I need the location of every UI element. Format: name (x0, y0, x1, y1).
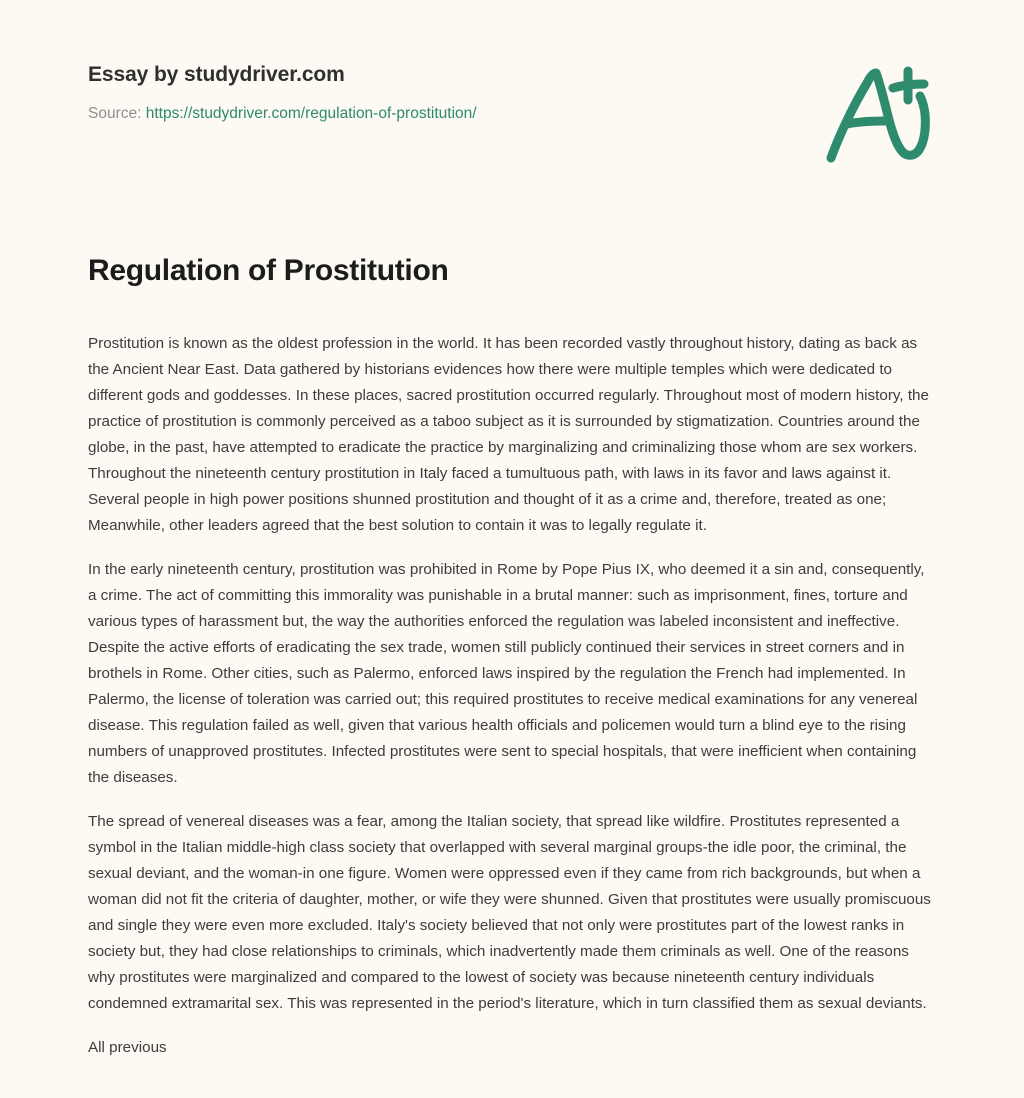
essay-paragraph: In the early nineteenth century, prostitution was prohibited in Rome by Pope Pius IX, who deemed it a sin and, consequently, a crime. The act of committing this immorality was punishable in a brutal manner: such as imprisonment, fines, torture and various types of harassment but, the way the authorities enforced the regulation was labeled inconsistent and ineffective. Despite the active efforts of eradicating the sex trade, women still publicly continued their services in street corners and in brothels in Rome. Other cities, such as Palermo, enforced laws inspired by the regulation the French had implemented. In Palermo, the license of toleration was carried out; this required prostitutes to receive medical examinations for any venereal disease. This regulation failed as well, given that various health officials and policemen would turn a blind eye to the rising numbers of unapproved prostitutes. Infected prostitutes were sent to special hospitals, that were inefficient when containing the diseases. (88, 560, 925, 786)
page-header (0, 0, 1024, 180)
essay-attribution: Essay by studydriver.com (88, 63, 345, 86)
source-url-link[interactable]: https://studydriver.com/regulation-of-prostitution/ (145, 105, 477, 123)
source-label: Source: (88, 105, 142, 123)
page-title: Regulation of Prostitution (88, 254, 449, 287)
essay-paragraph-truncated: All previous (88, 1038, 167, 1056)
source-line (88, 104, 936, 124)
essay-article (0, 180, 1024, 1061)
essay-body (88, 331, 936, 1061)
essay-paragraph: Prostitution is known as the oldest profession in the world. It has been recorded vastly throughout history, dating as back as the Ancient Near East. Data gathered by historians evidences how there were multiple temples which were dedicated to different gods and goddesses. In these places, sacred prostitution occurred regularly. Throughout most of modern history, the practice of prostitution is commonly perceived as a taboo subject as it is surrounded by stigmatization. Countries around the globe, in the past, have attempted to eradicate the practice by marginalizing and criminalizing those whom are sex workers. Throughout the nineteenth century prostitution in Italy faced a tumultuous path, with laws in its favor and laws against it. Several people in high power positions shunned prostitution and thought of it as a crime and, therefore, treated as one; Meanwhile, other leaders agreed that the best solution to contain it was to legally regulate it. (88, 334, 929, 534)
essay-paragraph: The spread of venereal diseases was a fear, among the Italian society, that spread like wildfire. Prostitutes represented a symbol in the Italian middle-high class society that overlapped with several marginal groups-the idle poor, the criminal, the sexual deviant, and the woman-in one figure. Women were oppressed even if they came from rich backgrounds, but when a woman did not fit the criteria of daughter, mother, or wife they were shunned. Given that prostitutes were usually promiscuous and single they were even more excluded. Italy's society believed that not only were prostitutes part of the lowest ranks in society but, they had close relationships to criminals, which inadvertently made them criminals as well. One of the reasons why prostitutes were marginalized and compared to the lowest of society was because nineteenth century individuals condemned extramarital sex. This was represented in the period's literature, which in turn classified them as sexual deviants. (88, 812, 931, 1012)
